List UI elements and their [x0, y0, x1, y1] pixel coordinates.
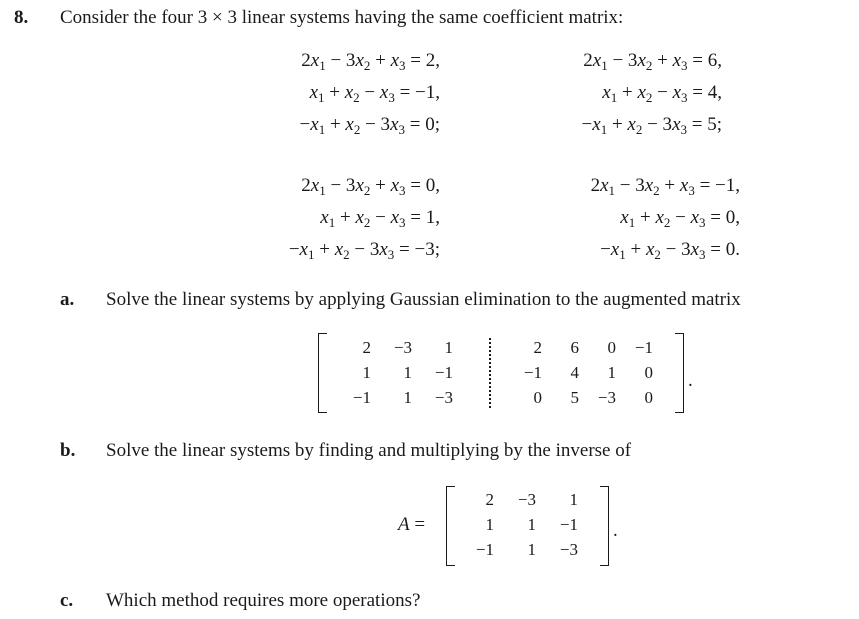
aug-left-cell: 1 [403, 363, 412, 382]
aug-right-cell: 0 [644, 388, 653, 407]
aug-left-cell: −1 [434, 363, 453, 382]
equation-line: $x_1 + x_2 - x_3 = -1$, [309, 82, 440, 105]
augment-separator [489, 338, 491, 408]
aug-left-cell: 1 [362, 363, 371, 382]
part-c-label: c. [60, 590, 74, 611]
equation-line: $-x_1 + x_2 - 3x_3 = 0$. [600, 239, 740, 262]
part-b-text: Solve the linear systems by finding and multiplying by the inverse of [106, 440, 632, 461]
matrix-a-cell: −3 [517, 490, 536, 509]
matrix-a-cell: 1 [569, 490, 578, 509]
problem-intro: Consider the four 3 × 3 linear systems having the same coefficient matrix: [60, 7, 624, 28]
equation-line: $2x_1 - 3x_2 + x_3 = -1$, [590, 175, 740, 198]
part-a-label: a. [60, 289, 75, 310]
matrix-end-period: . [688, 370, 693, 391]
matrix-a-cell: 1 [527, 515, 536, 534]
equation-line: $-x_1 + x_2 - 3x_3 = 0$; [299, 114, 440, 137]
aug-right-cell: −1 [523, 363, 542, 382]
aug-right-cell: −3 [597, 388, 616, 407]
matrix-a-cell: 1 [485, 515, 494, 534]
matrix-a-cell: 2 [485, 490, 494, 509]
aug-right-cell: 1 [607, 363, 616, 382]
aug-left-cell: −3 [434, 388, 453, 407]
equation-line: $2x_1 - 3x_2 + x_3 = 0$, [301, 175, 440, 198]
right-bracket [600, 486, 609, 566]
matrix-a-cell: −1 [559, 515, 578, 534]
equation-line: $2x_1 - 3x_2 + x_3 = 2$, [301, 50, 440, 73]
aug-right-cell: −1 [634, 338, 653, 357]
aug-left-cell: −1 [352, 388, 371, 407]
left-bracket [318, 333, 327, 413]
equation-line: $2x_1 - 3x_2 + x_3 = 6$, [583, 50, 722, 73]
aug-left-cell: 1 [403, 388, 412, 407]
aug-right-cell: 0 [533, 388, 542, 407]
matrix-a-cell: 1 [527, 540, 536, 559]
aug-right-cell: 0 [607, 338, 616, 357]
aug-left-cell: 2 [362, 338, 371, 357]
equation-line: $-x_1 + x_2 - 3x_3 = 5$; [581, 114, 722, 137]
part-b-label: b. [60, 440, 76, 461]
equation-line: $x_1 + x_2 - x_3 = 1$, [320, 207, 440, 230]
part-c-text: Which method requires more operations? [106, 590, 421, 611]
matrix-a-cell: −3 [559, 540, 578, 559]
aug-right-cell: 6 [570, 338, 579, 357]
equation-line: $x_1 + x_2 - x_3 = 4$, [602, 82, 722, 105]
matrix-end-period: . [613, 520, 618, 541]
aug-left-cell: −3 [393, 338, 412, 357]
aug-right-cell: 4 [570, 363, 579, 382]
aug-right-cell: 5 [570, 388, 579, 407]
equation-line: $x_1 + x_2 - x_3 = 0$, [620, 207, 740, 230]
part-a-text: Solve the linear systems by applying Gaussian elimination to the augmented matrix [106, 289, 741, 310]
aug-left-cell: 1 [444, 338, 453, 357]
aug-right-cell: 0 [644, 363, 653, 382]
problem-number: 8. [14, 7, 29, 28]
aug-right-cell: 2 [533, 338, 542, 357]
matrix-a-cell: −1 [475, 540, 494, 559]
equation-line: $-x_1 + x_2 - 3x_3 = -3$; [288, 239, 440, 262]
matrix-a-label: A = [398, 514, 426, 535]
right-bracket [675, 333, 684, 413]
